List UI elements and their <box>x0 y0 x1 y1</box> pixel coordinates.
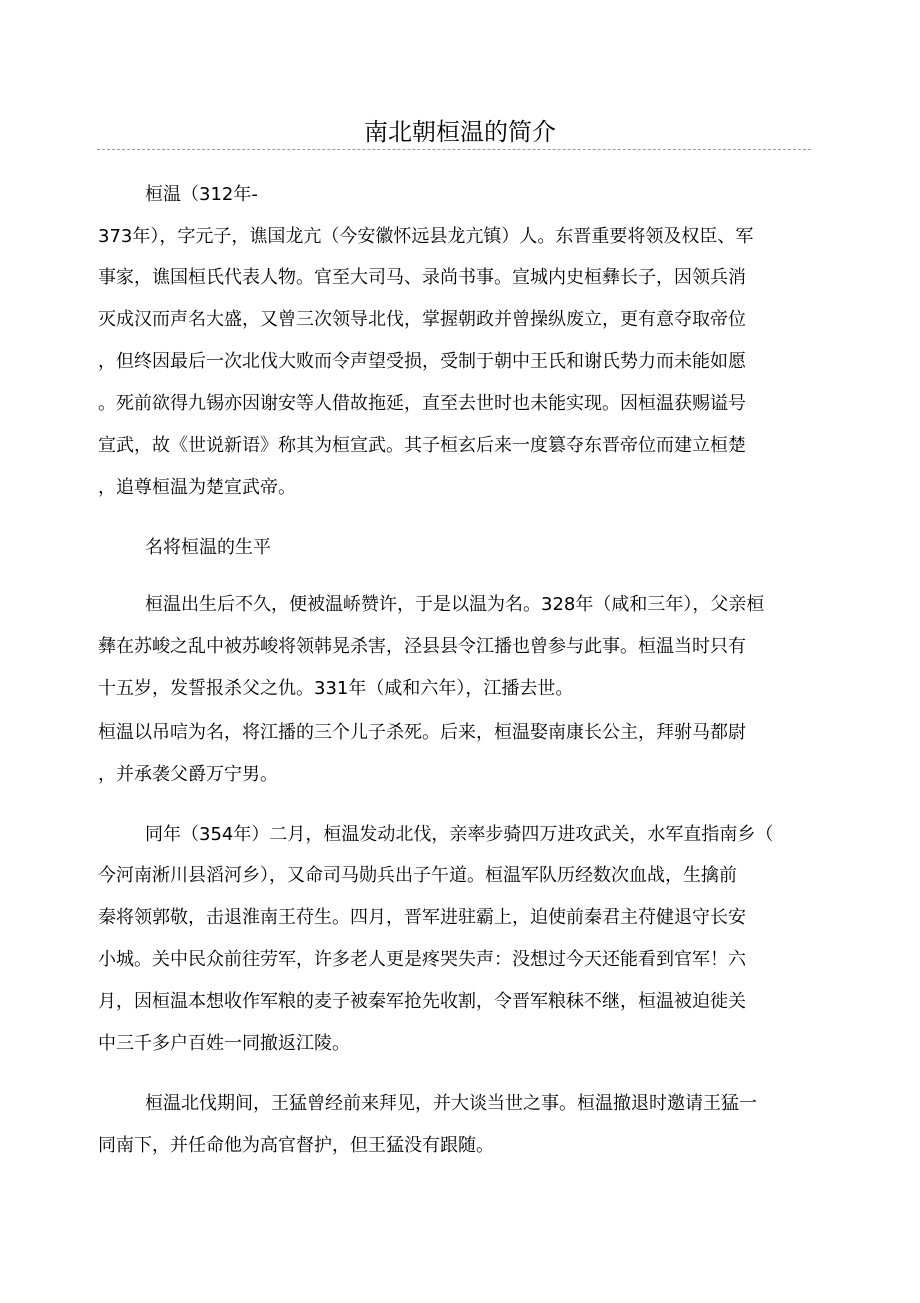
section-heading: 名将桓温的生平 <box>145 537 271 558</box>
text-line: ，追尊桓温为楚宣武帝。 <box>98 477 296 498</box>
text-line: ，并承袭父爵万宁男。 <box>98 764 278 785</box>
title-divider <box>97 149 811 150</box>
text-line: 桓温北伐期间，王猛曾经前来拜见，并大谈当世之事。桓温撤退时邀请王猛一 <box>145 1093 757 1114</box>
text-line: 桓温出生后不久，便被温峤赞许，于是以温为名。328年（咸和三年），父亲桓 <box>145 594 765 615</box>
text-line: 月，因桓温本想收作军粮的麦子被秦军抢先收割，令晋军粮秣不继，桓温被迫徙关 <box>98 991 746 1012</box>
text-line: 373年），字元子，谯国龙亢（今安徽怀远县龙亢镇）人。东晋重要将领及权臣、军 <box>98 226 754 247</box>
text-line: 同南下，并任命他为高官督护，但王猛没有跟随。 <box>98 1135 494 1156</box>
text-line: 。死前欲得九锡亦因谢安等人借故拖延，直至去世时也未能实现。因桓温获赐谥号 <box>98 393 746 414</box>
text-line: 彝在苏峻之乱中被苏峻将领韩晃杀害，泾县县令江播也曾参与此事。桓温当时只有 <box>98 636 746 657</box>
text-line: 秦将领郭敬，击退淮南王苻生。四月，晋军进驻霸上，迫使前秦君主苻健退守长安 <box>98 907 746 928</box>
text-line: 宣武，故《世说新语》称其为桓宣武。其子桓玄后来一度篡夺东晋帝位而建立桓楚 <box>98 435 746 456</box>
text-line: 中三千多户百姓一同撤返江陵。 <box>98 1033 350 1054</box>
text-line: 小城。关中民众前往劳军，许多老人更是疼哭失声：没想过今天还能看到官军！六 <box>98 949 746 970</box>
text-line: 灭成汉而声名大盛，又曾三次领导北伐，掌握朝政并曾操纵废立，更有意夺取帝位 <box>98 309 746 330</box>
text-line: ，但终因最后一次北伐大败而令声望受损，受制于朝中王氏和谢氏势力而未能如愿 <box>98 351 746 372</box>
text-line: 今河南淅川县滔河乡），又命司马勋兵出子午道。桓温军队历经数次血战，生擒前 <box>98 865 737 886</box>
text-line: 同年（354年）二月，桓温发动北伐，亲率步骑四万进攻武关，水军直指南乡（ <box>145 824 774 845</box>
text-line: 事家，谯国桓氏代表人物。官至大司马、录尚书事。宣城内史桓彝长子，因领兵消 <box>98 267 746 288</box>
text-line: 十五岁，发誓报杀父之仇。331年（咸和六年），江播去世。 <box>98 678 574 699</box>
text-line: 桓温（312年- <box>145 184 258 205</box>
page-title: 南北朝桓温的简介 <box>364 118 556 146</box>
text-line: 桓温以吊唁为名，将江播的三个儿子杀死。后来，桓温娶南康长公主，拜驸马都尉 <box>98 722 746 743</box>
